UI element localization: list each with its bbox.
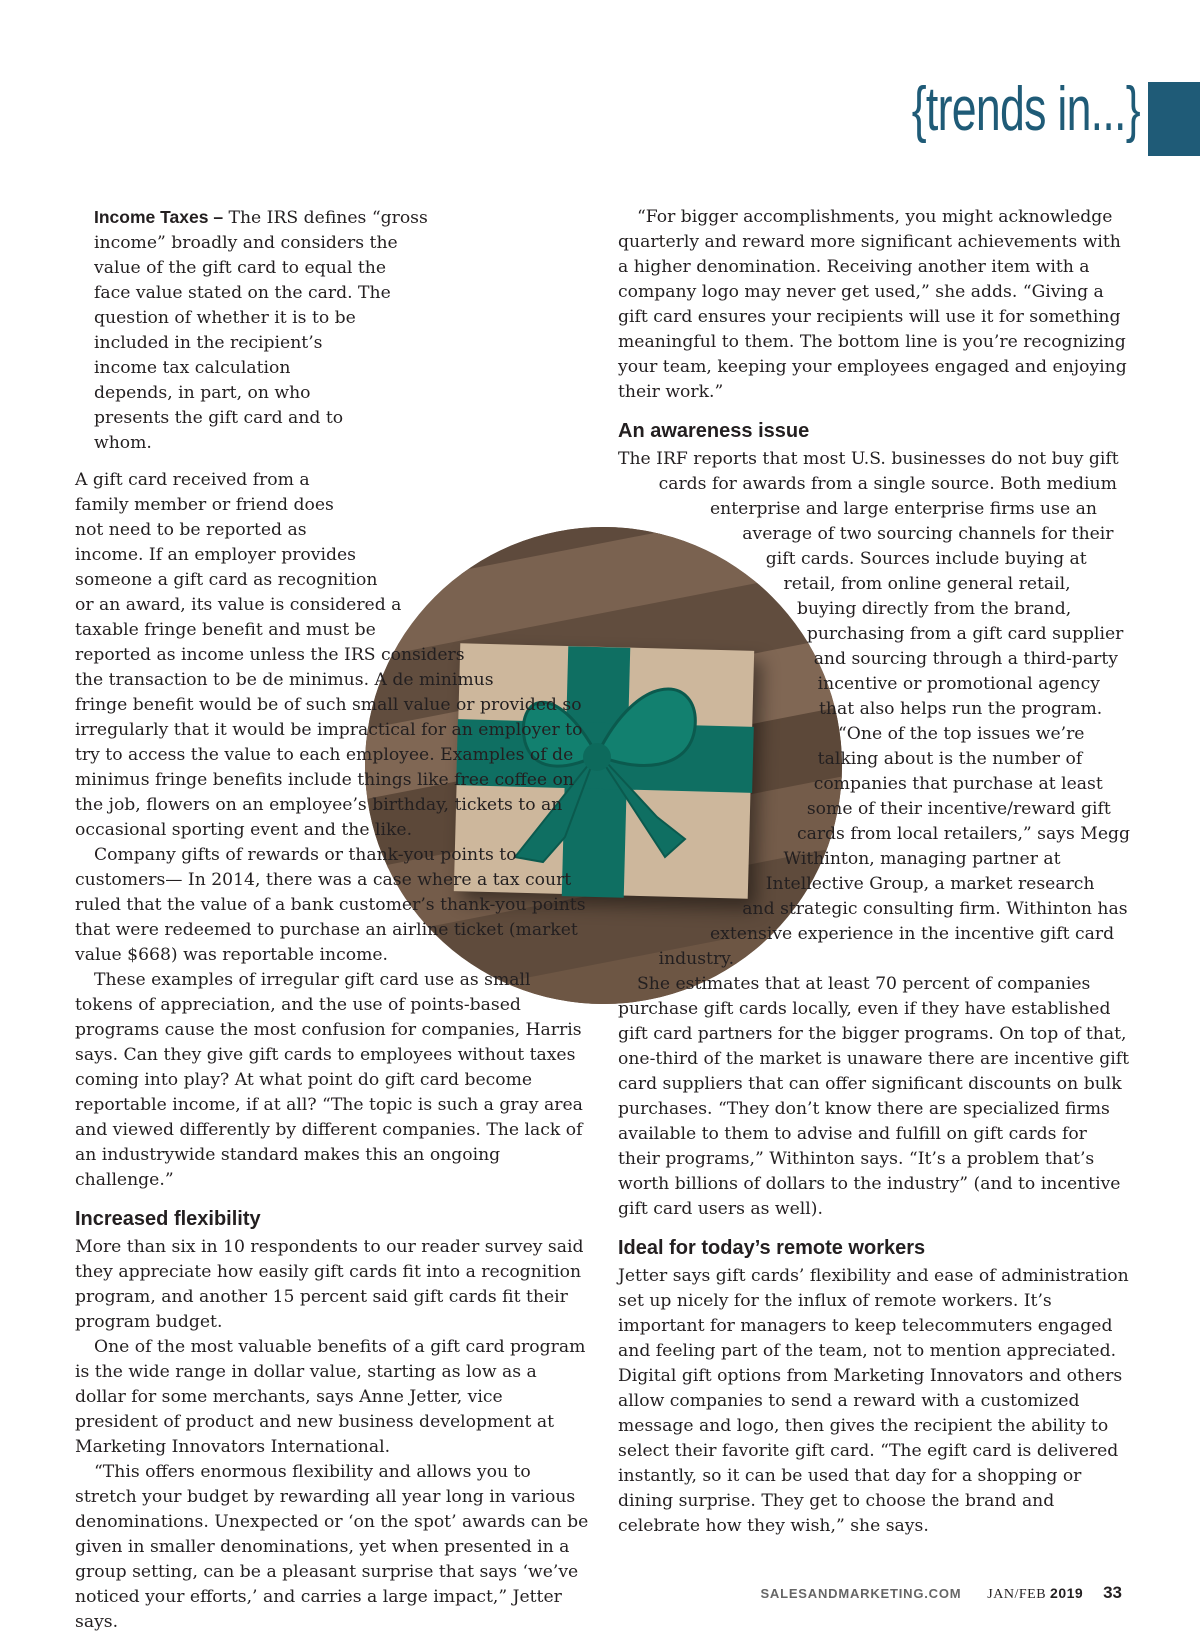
body-paragraph: “One of the top issues we’re talking about is the number of companies that purchase at least some of their incentive/reward gift cards from local retailers,” says Megg Withinton, managing partner at Intellective Group, a market research and strategic consulting firm. Withinton has extensive experience in the incentive gift card industry. — [658, 724, 1131, 969]
body-paragraph: Jetter says gift cards’ flexibility and ease of administration set up nicely for the influx of remote workers. It’s important for managers to keep telecommuters engaged and feeling part of the team, not to mention appreciated. Digital gift options from Marketing Innovators and others allow companies to send a reward with a customized message and logo, then gives the recipient the ability to select their favorite gift card. “The egift card is delivered instantly, so it can be used that day for a shopping or dining surprise. They get to choose the brand and celebrate how they wish,” she says. — [618, 1266, 1129, 1536]
heading-increased-flexibility: Increased flexibility — [75, 1208, 261, 1230]
body-paragraph: She estimates that at least 70 percent of companies purchase gift cards locally, even if they have established gift card partners for the bigger programs. On top of that, one-third of the market is unaware there are incentive gift card suppliers that can offer significant discounts on bulk purchases. “They don’t know there are specialized firms available to them to advise and fulfill on gift cards for their programs,” Withinton says. “It’s a problem that’s worth billions of dollars to the industry” (and to incentive gift card users as well). — [618, 974, 1130, 1219]
section-banner — [900, 75, 1200, 156]
body-paragraph: These examples of irregular gift card use as small tokens of appreciation, and the use of points-based programs cause the most confusion for companies, Harris says. Can they give gift cards to employees without taxes coming into play? At what point do gift card become reportable income, if at all? “The topic is such a gray area and viewed differently by different companies. The lack of an industrywide standard makes this an ongoing challenge.” — [75, 970, 583, 1190]
heading-awareness-issue: An awareness issue — [618, 420, 810, 442]
left-column — [75, 205, 590, 1635]
site-name: SALESANDMARKETING.COM — [760, 1586, 962, 1601]
section-label-text: trends in... — [926, 75, 1126, 144]
banner-open-brace: { — [911, 75, 927, 144]
banner-close-brace: } — [1125, 75, 1140, 144]
issue-month: JAN/FEB — [987, 1587, 1047, 1602]
body-paragraph: One of the most valuable benefits of a gift card program is the wide range in dollar value, starting as low as a dollar for some merchants, says Anne Jetter, vice president of product and new business development at Marketing Innovators International. — [75, 1337, 586, 1457]
page-number: 33 — [1103, 1583, 1122, 1602]
body-paragraph: A gift card received from a family member or friend does not need to be reported as income. If an employer provides someone a gift card as recognition or an award, its value is considered a taxable fringe benefit and must be reported as income unless the IRS considers the transaction to be de minimus. A de minimus fringe benefit would be of such small value or provided so irregularly that it would be impractical for an employer to try to access the value to each employee. Examples of de minimus fringe benefits include things like free coffee on the job, flowers on an employee’s birthday, tickets to an occasional sporting event and the like. — [75, 470, 583, 840]
body-paragraph: The IRF reports that most U.S. businesses do not buy gift cards for awards from a single source. Both medium enterprise and large enterprise firms use an average of two sourcing channels for their gift cards. Sources include buying at retail, from online general retail, buying directly from the brand, purchasing from a gift card supplier and sourcing through a third-party incentive or promotional agency that also helps run the program. — [618, 449, 1124, 719]
body-paragraph: More than six in 10 respondents to our reader survey said they appreciate how easily gift cards fit into a recognition program, and another 15 percent said gift cards fit their program budget. — [75, 1237, 584, 1332]
body-paragraph: “For bigger accomplishments, you might acknowledge quarterly and reward more significant achievements with a higher denomination. Receiving another item with a company logo may never get used,” she adds. “Giving a gift card ensures your recipients will use it for something meaningful to them. The bottom line is you’re recognizing your team, keeping your employees engaged and enjoying their work.” — [618, 207, 1127, 402]
issue-date — [987, 1587, 1083, 1602]
banner-accent-bar — [1148, 82, 1200, 156]
right-column — [618, 205, 1130, 1539]
body-paragraph: Company gifts of rewards or thank-you points to customers— In 2014, there was a case where a tax court ruled that the value of a bank customer’s thank-you points that were redeemed to purchase an airline ticket (market value $668) was reportable income. — [75, 845, 586, 965]
income-taxes-heading: Income Taxes – — [94, 207, 224, 227]
issue-year: 2019 — [1050, 1585, 1084, 1601]
body-paragraph: “This offers enormous flexibility and allows you to stretch your budget by rewarding all year long in various denominations. Unexpected or ‘on the spot’ awards can be given in smaller denominations, yet when presented in a group setting, can be a pleasant surprise that says ‘we’ve noticed your efforts,’ and carries a large impact,” Jetter says. — [75, 1462, 589, 1632]
heading-remote-workers: Ideal for today’s remote workers — [618, 1237, 926, 1259]
income-taxes-text: The IRS defines “gross income” broadly and considers the value of the gift card to equal the face value stated on the card. The question of whether it is to be included in the recipient’s income tax calculation depends, in part, on who presents the gift card and to whom. — [94, 208, 428, 453]
page-footer — [760, 1583, 1122, 1603]
section-label — [912, 74, 1140, 145]
